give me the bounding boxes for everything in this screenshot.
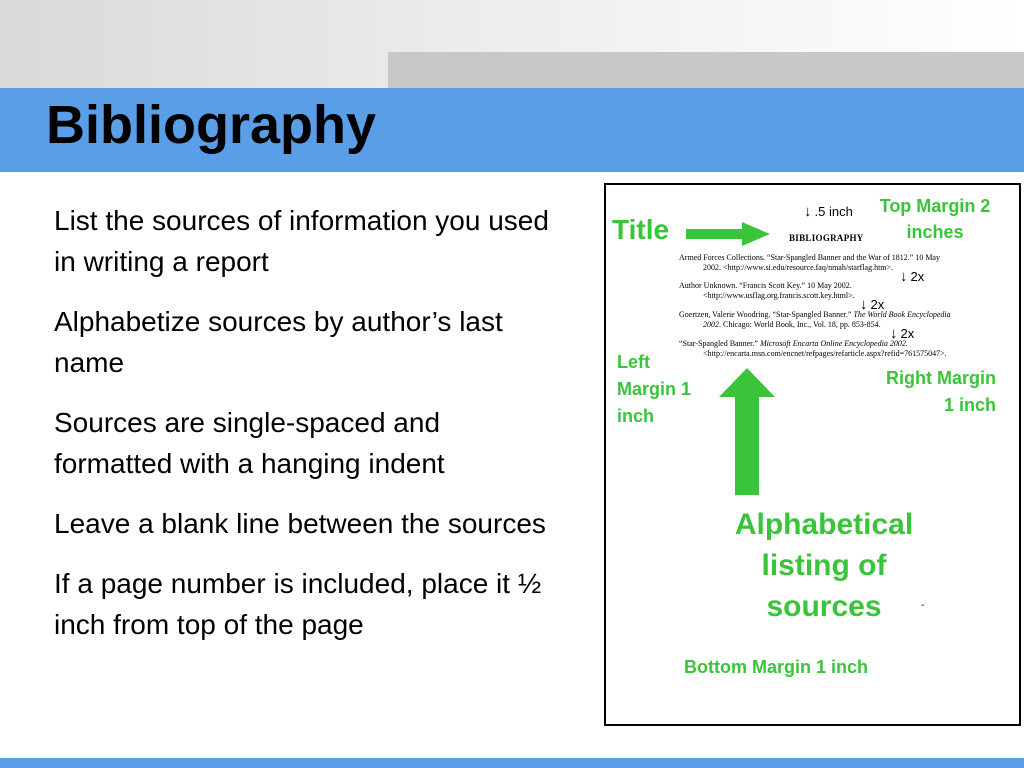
bullet-item: If a page number is included, place it ½ inch from top of the page <box>54 568 542 640</box>
footer-bar <box>0 758 1024 768</box>
entry-line: 2002. Chicago: World Book, Inc., Vol. 18, pp. 853-854. <box>703 320 881 329</box>
entry-line: <http://www.usflag.org.francis.scott.key.html>. <box>703 291 855 300</box>
entry-line: Author Unknown. “Francis Scott Key.” 10 May 2002. <box>679 281 852 290</box>
slide-title: Bibliography <box>46 95 377 155</box>
bullet-item: Alphabetize sources by author’s last name <box>54 306 503 378</box>
down-arrow-icon: ↓ <box>860 296 868 313</box>
left-margin-annotation: Left Margin 1 inch <box>617 352 692 426</box>
page-mark: - <box>921 600 925 611</box>
down-arrow-icon: ↓ <box>900 268 908 285</box>
entry-line: “Star-Spangled Banner.” Microsoft Encarta Online Encyclopedia 2002. <box>679 339 908 348</box>
entry-line: Goertzen, Valerie Woodring. “Star-Spangled Banner.” The World Book Encyclopedia <box>679 310 951 319</box>
entry-line: 2002. <http://www.si.edu/resource.faq/nmah/starflag.htm>. <box>703 263 894 272</box>
spacing-mark: ↓ 2x <box>890 325 915 342</box>
down-arrow-icon: ↓ <box>804 203 812 220</box>
entry-line: Armed Forces Collections. “Star-Spangled Banner and the War of 1812.” 10 May <box>679 253 940 262</box>
title-annotation: Title <box>612 214 670 245</box>
top-margin-annotation: Top Margin 2 inches <box>879 196 991 242</box>
entry-line: <http://encarta.msn.com/encnet/refpages/refarticle.aspx?refid=761575047>. <box>703 349 947 358</box>
bullet-item: Sources are single-spaced and formatted with a hanging indent <box>54 407 445 479</box>
spacing-mark: ↓ 2x <box>860 296 885 313</box>
alphabetical-annotation: Alphabetical listing of sources <box>734 508 914 623</box>
right-margin-annotation: Right Margin 1 inch <box>886 368 996 415</box>
bullet-item: List the sources of information you used in writing a report <box>54 205 549 277</box>
bullet-item: Leave a blank line between the sources <box>54 508 546 539</box>
spacing-mark-top: ↓ .5 inch <box>804 203 853 220</box>
up-arrow-icon <box>719 368 775 495</box>
spacing-mark: ↓ 2x <box>900 268 925 285</box>
sample-page-heading: BIBLIOGRAPHY <box>789 233 864 243</box>
down-arrow-icon: ↓ <box>890 325 898 342</box>
right-arrow-icon <box>686 222 770 246</box>
bottom-margin-annotation: Bottom Margin 1 inch <box>684 657 868 677</box>
